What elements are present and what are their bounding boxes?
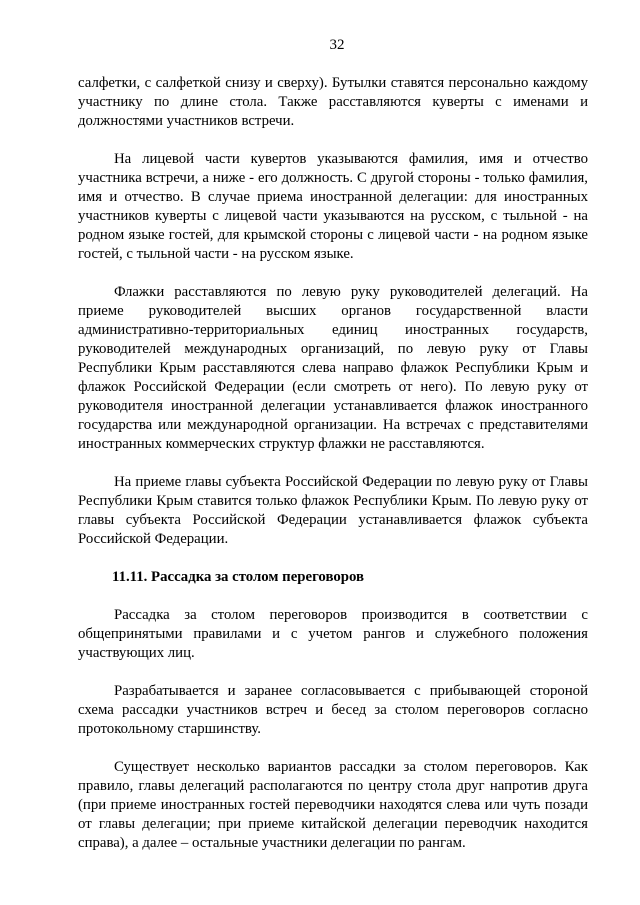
paragraph-continuation: салфетки, с салфеткой снизу и сверху). Бутылки ставятся персонально каждому участнику по длине стола. Также расставляются куверты с именами и должностями участников встречи. [78,75,588,129]
paragraph-subject-flags: На приеме главы субъекта Российской Федерации по левую руку от Главы Республики Крым ставится только флажок Республики Крым. По левую руку от главы субъекта Российской Федерации устанавливается флажок субъекта Российской Федерации. [78,474,588,547]
paragraph-name-cards: На лицевой части кувертов указываются фамилия, имя и отчество участника встречи, а ниже - его должность. С другой стороны - только фамилия, имя и отчество. В случае приема иностранной делегации: для иностранных участников куверты с лицевой части указываются на русском, с тыльной - на родном языке гостей, для крымской стороны с лицевой части - на родном языке гостей, с тыльной части - на русском языке. [78,151,588,262]
paragraph-seating-rules: Рассадка за столом переговоров производится в соответствии с общепринятыми правилами и с учетом рангов и служебного положения участвующих лиц. [78,607,588,661]
section-heading: 11.11. Рассадка за столом переговоров [112,569,364,585]
page-number: 32 [329,37,345,53]
paragraph-seating-scheme: Разрабатывается и заранее согласовывается с прибывающей стороной схема рассадки участников встреч и бесед за столом переговоров согласно протокольному старшинству. [78,683,588,737]
paragraph-seating-variants: Существует несколько вариантов рассадки за столом переговоров. Как правило, главы делегаций располагаются по центру стола друг напротив друга (при приеме иностранных гостей переводчики находятся слева или чуть позади от главы делегации; при приеме китайской делегации переводчик находится справа), а далее – остальные участники делегации по рангам. [78,759,588,851]
paragraph-flags: Флажки расставляются по левую руку руководителей делегаций. На приеме руководителей высших органов государственной власти административно-территориальных единиц иностранных государств, руководителей международных организаций, по левую руку от Главы Республики Крым расставляются слева направо флажок Республики Крым и флажок Российской Федерации (если смотреть от него). По левую руку от руководителя иностранной делегации устанавливается флажок иностранного государства или международной организации. На встречах с представителями иностранных коммерческих структур флажки не расставляются. [78,284,588,452]
